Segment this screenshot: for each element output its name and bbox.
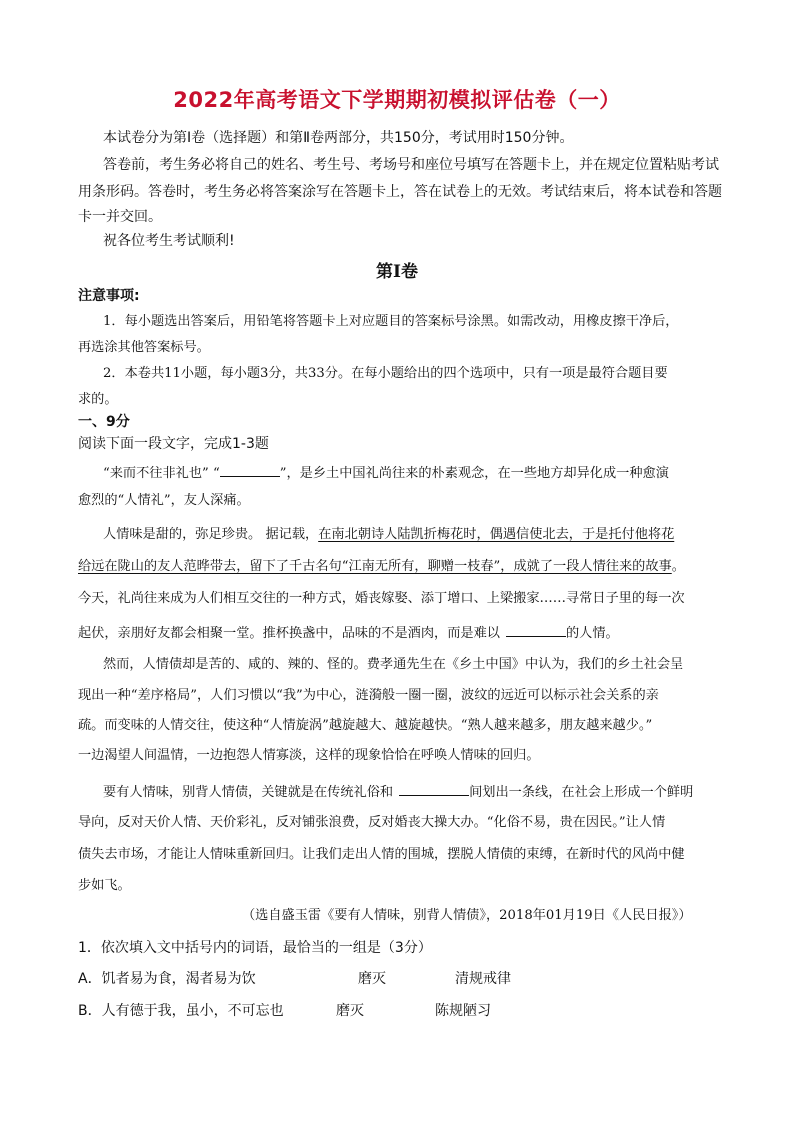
intro-instructions-line-2: 用条形码。答卷时，考生务必将答案涂写在答题卡上，答在试卷上的无效。考试结束后，将本试卷和答题: [78, 184, 722, 200]
passage-p2-line-4: [78, 621, 619, 644]
passage-p4-line-2: 导向，反对天价人情、天价彩礼，反对铺张浪费，反对婚丧大操大办。“化俗不易，贵在因民。”让人情: [78, 815, 666, 830]
passage-p2-plain: 人情味是甜的，弥足珍贵。 据记载，: [103, 527, 319, 542]
passage-source: （选自盛玉雷《要有人情味，别背人情债》，2018年01月19日《人民日报》）: [242, 908, 692, 923]
option-b-word-1: 磨灭: [336, 1003, 364, 1019]
passage-p2-line4-end: 的人情。: [566, 626, 619, 641]
note-1-line-1: 1．每小题选出答案后，用铅笔将答题卡上对应题目的答案标号涂黑。如需改动，用橡皮擦干净后，: [103, 314, 679, 329]
passage-p1-end: ”，是乡土中国礼尚往来的朴素观念，在一些地方却异化成一种愈演: [279, 466, 669, 481]
intro-good-luck: 祝各位考生考试顺利!: [103, 233, 235, 249]
section-heading: 一、9分: [78, 414, 130, 430]
volume-heading: 第Ⅰ卷: [376, 262, 418, 282]
section-instruction: 阅读下面一段文字，完成1-3题: [78, 436, 269, 452]
option-b-text: B．人有德于我，虽小，不可忘也: [78, 1003, 284, 1019]
note-1-line-2: 再选涂其他答案标号。: [78, 340, 210, 355]
intro-instructions-line-1: 答卷前，考生务必将自己的姓名、考生号、考场号和座位号填写在答题卡上，并在规定位置粘贴考试: [103, 157, 719, 173]
passage-p2-period: 。: [671, 559, 685, 574]
note-2-line-2: 求的。: [78, 392, 118, 407]
passage-p1-start: “来而不往非礼也” “: [103, 466, 220, 481]
intro-instructions-line-3: 卡一并交回。: [78, 209, 162, 225]
fill-blank-1: [220, 461, 280, 477]
option-a-text: A．饥者易为食，渴者易为饮: [78, 971, 256, 987]
passage-p2-line4-start: 起伏，亲朋好友都会相聚一堂。推杯换盏中，品味的不是酒肉，而是难以: [78, 626, 500, 641]
note-2-line-1: 2．本卷共11小题，每小题3分，共33分。在每小题给出的四个选项中，只有一项是最符合题目要: [103, 366, 668, 381]
intro-paper-structure: 本试卷分为第Ⅰ卷（选择题）和第Ⅱ卷两部分，共150分，考试用时150分钟。: [103, 130, 574, 146]
passage-p3-line-1: 然而，人情债却是苦的、咸的、辣的、怪的。费孝通先生在《乡土中国》中认为，我们的乡土社会呈: [103, 657, 684, 672]
passage-p4-line-1: [103, 780, 693, 803]
question-1-stem: 1．依次填入文中括号内的词语，最恰当的一组是（3分）: [78, 940, 432, 956]
passage-p4-line-3: 债失去市场，才能让人情味重新回归。让我们走出人情的围城，摆脱人情债的束缚，在新时代的风尚中健: [78, 847, 685, 862]
option-a-word-1: 磨灭: [358, 971, 386, 987]
passage-p1-line-1: [103, 461, 669, 484]
option-b-word-2: 陈规陋习: [435, 1003, 491, 1019]
passage-p1-line-2: 愈烈的“人情礼”，友人深痛。: [78, 493, 250, 508]
fill-blank-2: [506, 621, 566, 637]
passage-p2-line-1: [103, 525, 674, 545]
passage-p3-line-2: 现出一种“差序格局”，人们习惯以“我”为中心，涟漪般一圈一圈，波纹的远近可以标示社会关系的亲: [78, 688, 659, 703]
fill-blank-3: [399, 780, 469, 796]
passage-p2-underlined-2: 给远在陇山的友人范晔带去，留下了千古名句“江南无所有，聊赠一枝春”，成就了一段人情往来的故事: [78, 559, 672, 574]
passage-p4-start: 要有人情味，别背人情债，关键就是在传统礼俗和: [103, 785, 394, 800]
passage-p4-line-4: 步如飞。: [78, 878, 131, 893]
passage-p3-line-4: 一边渴望人间温情，一边抱怨人情寡淡，这样的现象恰恰在呼唤人情味的回归。: [78, 748, 540, 763]
notes-heading: 注意事项:: [78, 288, 140, 304]
passage-p2-line-2: [78, 557, 685, 577]
passage-p2-line-3: 今天，礼尚往来成为人们相互交往的一种方式，婚丧嫁娶、添丁增口、上梁搬家……寻常日子里的每一次: [78, 591, 685, 606]
passage-p2-underlined-1: 在南北朝诗人陆凯折梅花时，偶遇信使北去，于是托付他将花: [318, 527, 675, 542]
passage-p3-line-3: 疏。而变味的人情交往，使这种“人情旋涡”越旋越大、越旋越快。“熟人越来越多，朋友越来越少。”: [78, 718, 653, 733]
exam-title: 2022年高考语文下学期期初模拟评估卷（一）: [173, 88, 621, 112]
passage-p4-end: 间划出一条线，在社会上形成一个鲜明: [469, 785, 694, 800]
option-a-word-2: 清规戒律: [455, 971, 511, 987]
